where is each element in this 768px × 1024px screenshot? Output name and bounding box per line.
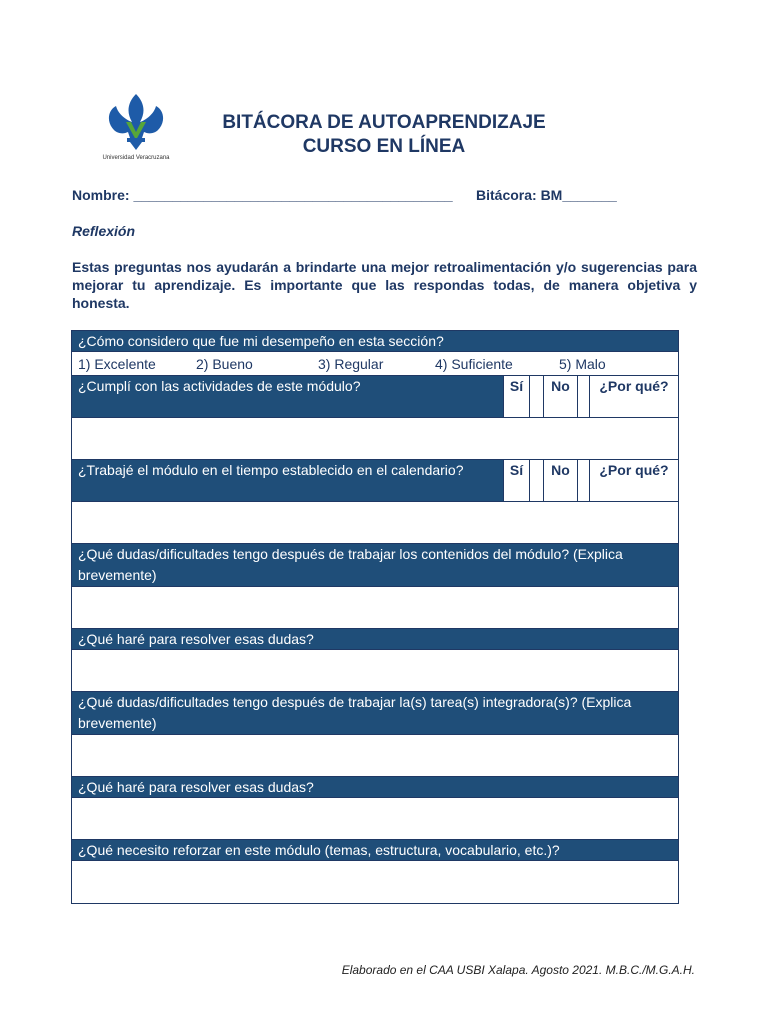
- no-checkbox[interactable]: [577, 460, 589, 501]
- nombre-field[interactable]: Nombre: _________________________________________: [72, 187, 453, 203]
- option-regular[interactable]: 3) Regular: [318, 355, 384, 372]
- question-5: ¿Qué haré para resolver esas dudas?: [72, 629, 678, 650]
- question-3: ¿Trabajé el módulo en el tiempo establecido en el calendario?: [72, 460, 503, 501]
- option-malo[interactable]: 5) Malo: [559, 355, 606, 372]
- intro-paragraph: Estas preguntas nos ayudarán a brindarte una mejor retroalimentación y/o sugerencias para mejorar tu aprendizaje. Es importante que las respondas todas, de manera objetiva y honesta.: [72, 259, 697, 311]
- si-checkbox[interactable]: [529, 376, 543, 417]
- answer-2-field[interactable]: [72, 418, 678, 460]
- answer-4-field[interactable]: [72, 587, 678, 629]
- si-label: Sí: [503, 460, 529, 501]
- answer-6-field[interactable]: [72, 735, 678, 777]
- answer-3-field[interactable]: [72, 502, 678, 544]
- question-3-row: [72, 460, 678, 502]
- title-line-2: CURSO EN LÍNEA: [302, 136, 466, 157]
- document-title: [170, 111, 598, 159]
- answer-7-field[interactable]: [72, 798, 678, 840]
- answer-5-field[interactable]: [72, 650, 678, 692]
- logo-caption: Universidad Veracruzana: [102, 155, 170, 161]
- no-label: No: [543, 460, 577, 501]
- bitacora-field[interactable]: Bitácora: BM_______: [476, 187, 617, 203]
- option-bueno[interactable]: 2) Bueno: [196, 355, 253, 372]
- rating-options: [72, 352, 678, 376]
- no-label: No: [543, 376, 577, 417]
- footer-credit: Elaborado en el CAA USBI Xalapa. Agosto 2021. M.B.C./M.G.A.H.: [341, 963, 695, 977]
- answer-8-field[interactable]: [72, 861, 678, 903]
- option-suficiente[interactable]: 4) Suficiente: [435, 355, 513, 372]
- question-4: ¿Qué dudas/dificultades tengo después de trabajar los contenidos del módulo? (Explica brevemente): [72, 544, 678, 587]
- si-label: Sí: [503, 376, 529, 417]
- title-line-1: BITÁCORA DE AUTOAPRENDIZAJE: [222, 112, 546, 133]
- porque-label: ¿Por qué?: [589, 460, 678, 501]
- section-heading: Reflexión: [72, 223, 136, 239]
- option-excelente[interactable]: 1) Excelente: [78, 355, 156, 372]
- no-checkbox[interactable]: [577, 376, 589, 417]
- question-1: ¿Cómo considero que fue mi desempeño en esta sección?: [72, 331, 678, 352]
- question-2: ¿Cumplí con las actividades de este módulo?: [72, 376, 503, 417]
- university-logo: [92, 92, 180, 166]
- porque-label: ¿Por qué?: [589, 376, 678, 417]
- question-7: ¿Qué haré para resolver esas dudas?: [72, 777, 678, 798]
- question-2-row: [72, 376, 678, 418]
- questionnaire-table: [71, 330, 679, 904]
- fleur-de-lis-icon: [92, 92, 180, 154]
- si-checkbox[interactable]: [529, 460, 543, 501]
- question-8: ¿Qué necesito reforzar en este módulo (temas, estructura, vocabulario, etc.)?: [72, 840, 678, 861]
- question-6: ¿Qué dudas/dificultades tengo después de trabajar la(s) tarea(s) integradora(s)? (Explica brevemente): [72, 692, 678, 735]
